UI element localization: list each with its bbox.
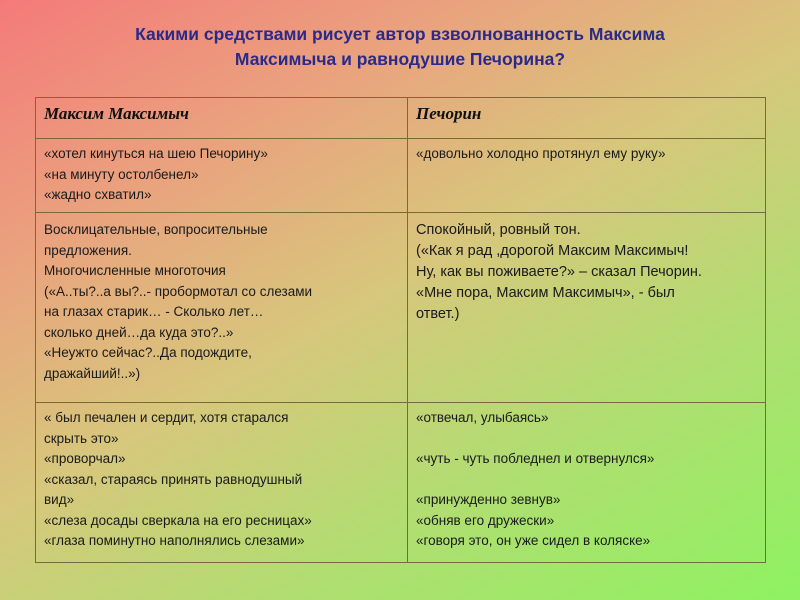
cell-line: «отвечал, улыбаясь» bbox=[416, 410, 549, 425]
cell-line: дражайший!..») bbox=[44, 365, 141, 381]
cell-line: «обняв его дружески» bbox=[416, 512, 555, 528]
cell-gap bbox=[416, 429, 759, 450]
cell-right bbox=[408, 403, 766, 563]
slide-title bbox=[40, 22, 760, 72]
cell-line: скрыть это» bbox=[44, 430, 119, 446]
cell-line: Многочисленные многоточия bbox=[44, 263, 226, 278]
cell-line: предложения. bbox=[44, 242, 132, 258]
cell-line: Восклицательные, вопросительные bbox=[44, 222, 268, 237]
cell-line: «жадно схватил» bbox=[44, 187, 152, 202]
cell-line: «проворчал» bbox=[44, 451, 126, 466]
cell-line: «слеза досады сверкала на его ресницах» bbox=[44, 512, 312, 528]
table-row bbox=[36, 139, 766, 213]
cell-gap bbox=[416, 470, 759, 491]
cell-line: «глаза поминутно наполнялись слезами» bbox=[44, 533, 305, 548]
cell-line: «Неужто сейчас?..Да подождите, bbox=[44, 345, 252, 360]
header-maksim-maksimych: Максим Максимыч bbox=[36, 98, 408, 139]
cell-line: «довольно холодно протянул ему руку» bbox=[416, 146, 666, 161]
table-header-row bbox=[36, 98, 766, 139]
cell-line: «сказал, стараясь принять равнодушный bbox=[44, 471, 303, 487]
cell-line: «на минуту остолбенел» bbox=[44, 166, 199, 182]
title-line-2: Максимыча и равнодушие Печорина? bbox=[234, 49, 566, 69]
cell-line: «Мне пора, Максим Максимыч», - был bbox=[416, 285, 675, 301]
cell-line: («А..ты?..а вы?..- пробормотал со слезами bbox=[44, 283, 313, 299]
table-row bbox=[36, 403, 766, 563]
comparison-table bbox=[35, 97, 766, 563]
cell-left bbox=[36, 403, 408, 563]
cell-line: вид» bbox=[44, 492, 75, 507]
table-row bbox=[36, 213, 766, 403]
cell-right bbox=[408, 139, 766, 213]
cell-line: «хотел кинуться на шею Печорину» bbox=[44, 146, 268, 161]
cell-line: Спокойный, ровный тон. bbox=[416, 222, 581, 238]
cell-line: «принужденно зевнув» bbox=[416, 492, 561, 507]
cell-right bbox=[408, 213, 766, 403]
cell-line: « был печален и сердит, хотя старался bbox=[44, 410, 289, 425]
cell-line: «говоря это, он уже сидел в коляске» bbox=[416, 533, 651, 548]
cell-line: на глазах старик… - Сколько лет… bbox=[44, 304, 264, 319]
cell-line: сколько дней…да куда это?..» bbox=[44, 324, 234, 340]
cell-left bbox=[36, 139, 408, 213]
cell-line: ответ.) bbox=[416, 306, 460, 322]
cell-line: («Как я рад ,дорогой Максим Максимыч! bbox=[416, 243, 689, 259]
title-line-1: Какими средствами рисует автор взволнованность Максима bbox=[135, 24, 665, 44]
cell-line: «чуть - чуть побледнел и отвернулся» bbox=[416, 451, 655, 466]
cell-line: Ну, как вы поживаете?» – сказал Печорин. bbox=[416, 264, 702, 280]
cell-left bbox=[36, 213, 408, 403]
header-pechorin: Печорин bbox=[408, 98, 766, 139]
